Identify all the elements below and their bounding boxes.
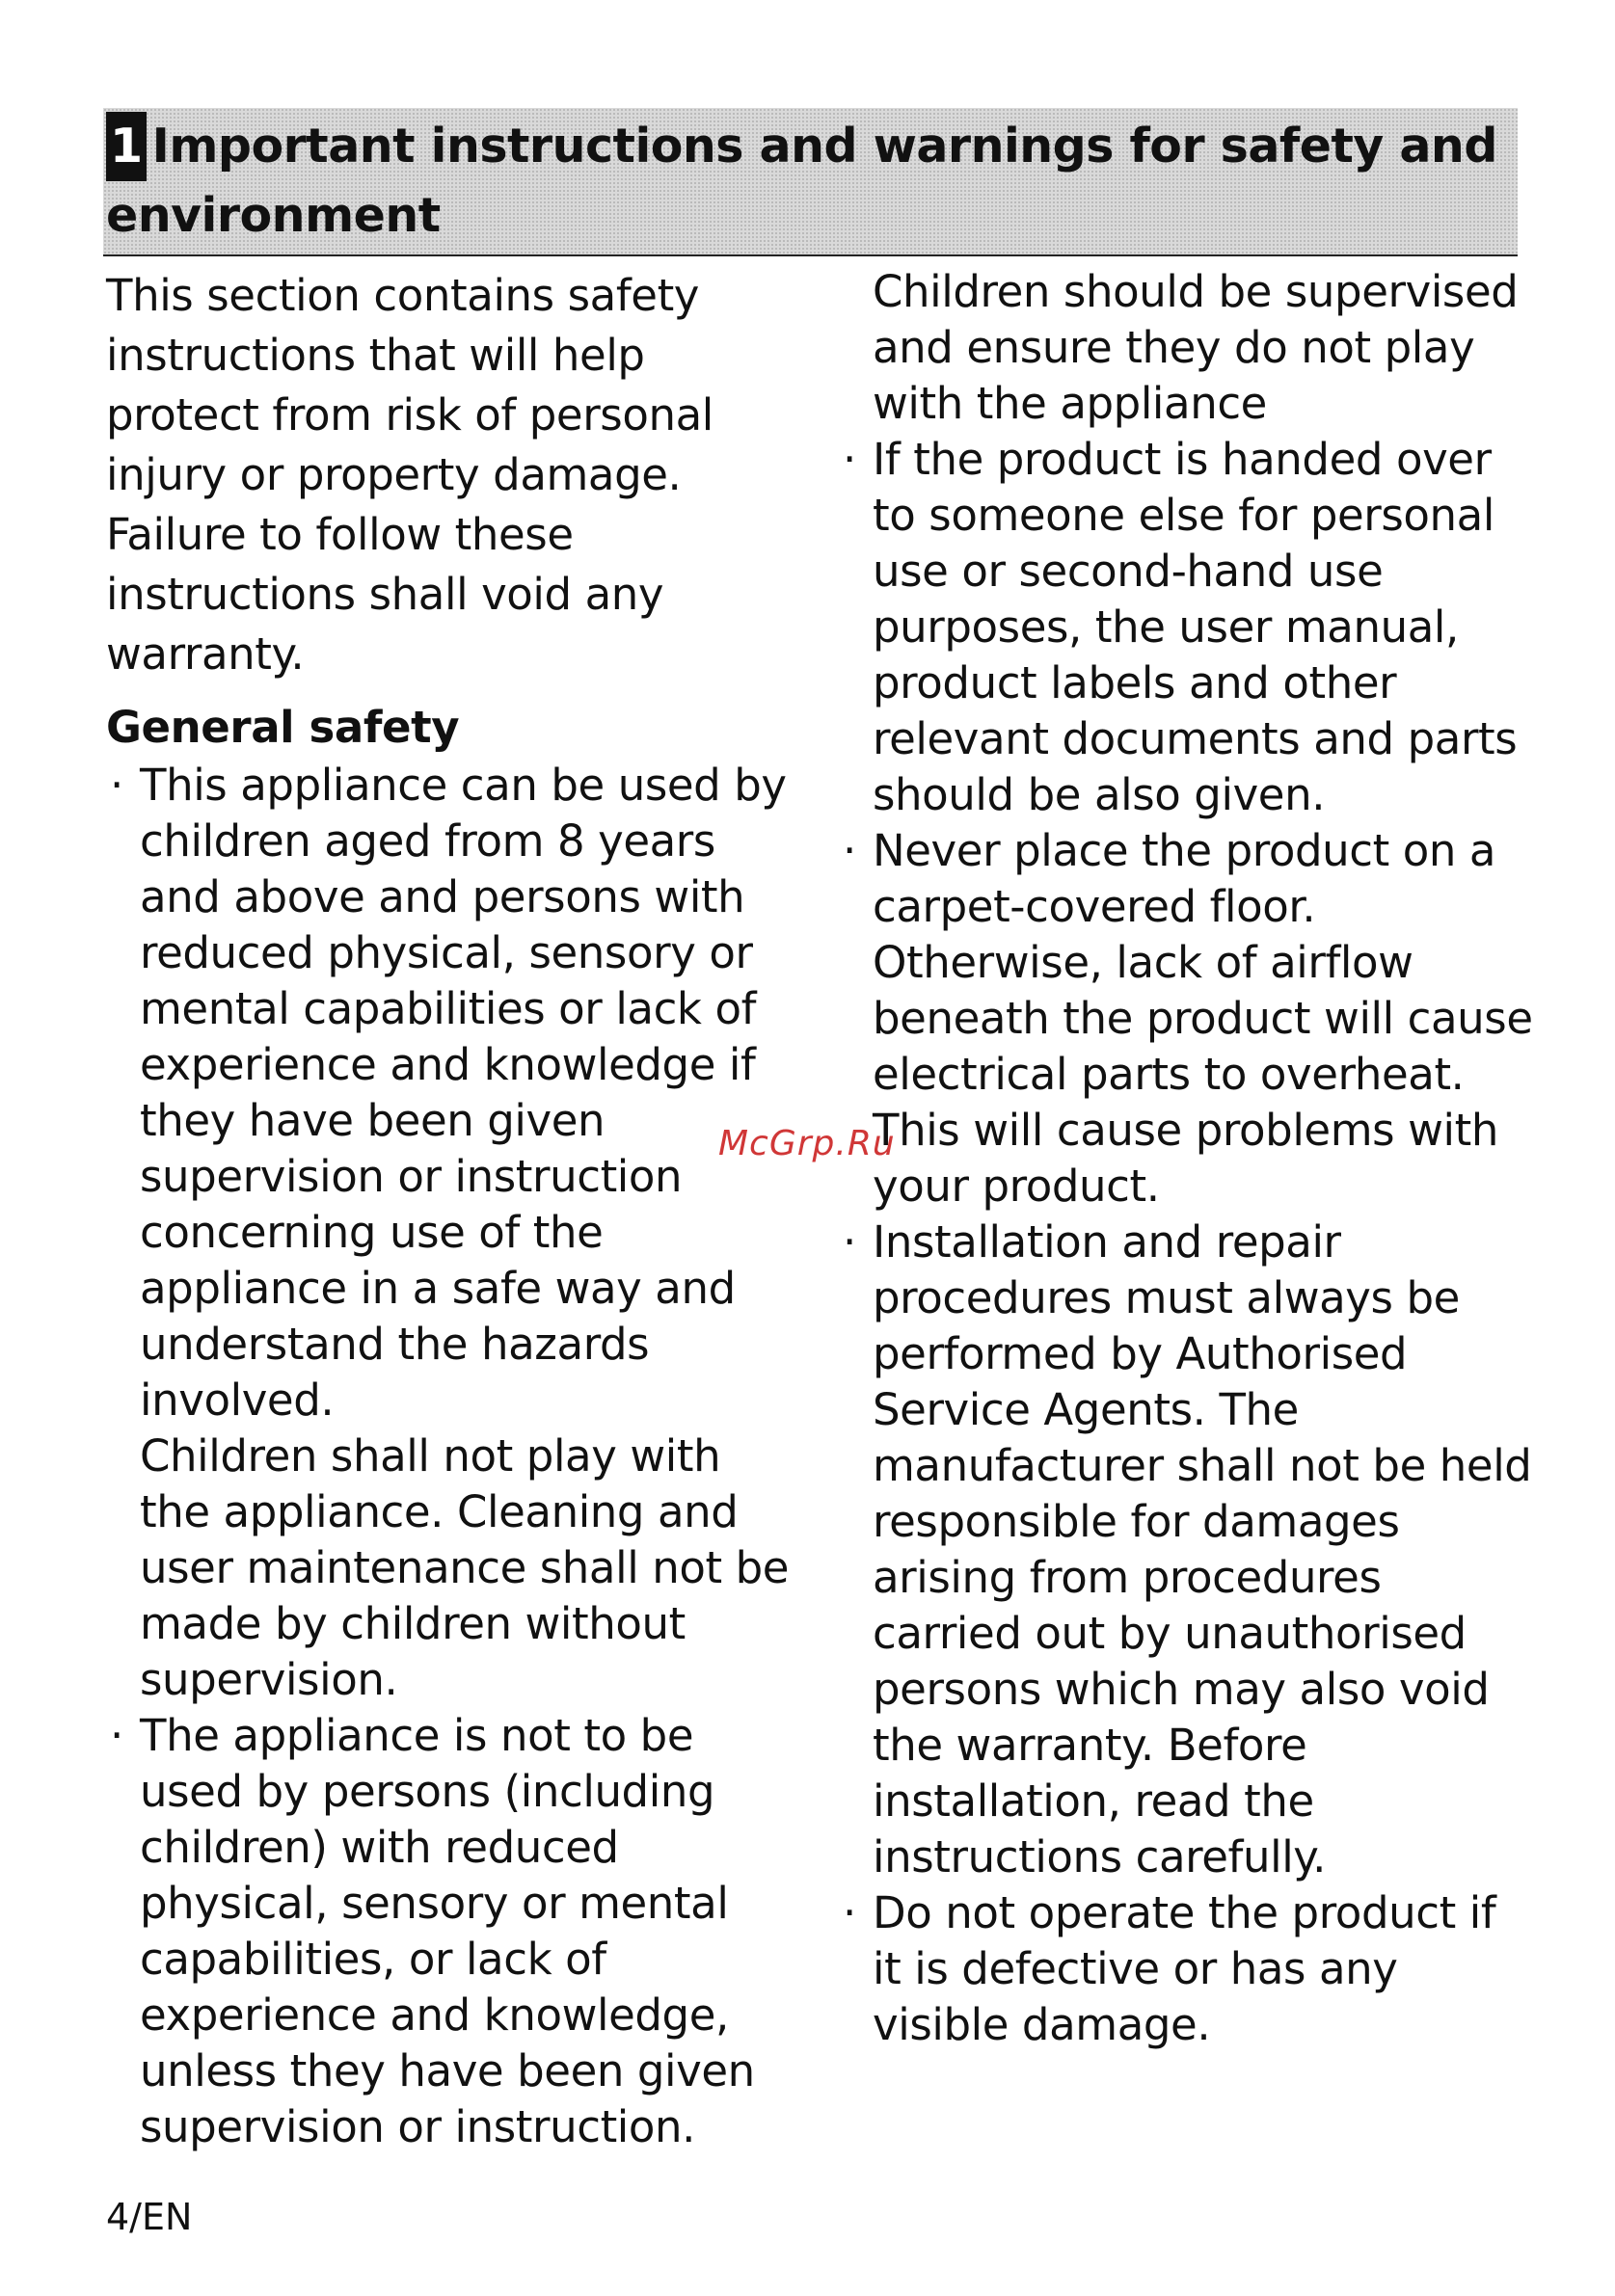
bullet-icon: ·	[843, 825, 856, 876]
bullet-icon: ·	[843, 434, 856, 485]
watermark: McGrp.Ru	[718, 1124, 896, 1163]
safety-bullet-list-left-2	[106, 1708, 800, 2155]
section-title	[106, 112, 1514, 251]
bullet-continuation: Children should be supervised and ensure they do not play with the appliance	[873, 266, 1519, 429]
bullet-icon: ·	[110, 760, 123, 811]
list-item	[839, 1885, 1533, 2053]
intro-paragraph: This section contains safety instructions that will help protect from risk of personal injury or property damage. Failure to follow these instructions shall void any warranty.	[106, 270, 713, 680]
list-item	[839, 432, 1533, 823]
safety-bullet-list-right	[839, 432, 1533, 2053]
list-item	[106, 758, 800, 1428]
page-number: 4/EN	[106, 2196, 193, 2238]
list-item	[839, 823, 1533, 1215]
bullet-text: The appliance is not to be used by persons (including children) with reduced physical, sensory or mental capabilities, or lack of experience and knowledge, unless they have been given supervision or instruction.	[140, 1710, 755, 2152]
safety-bullet-list-left	[106, 758, 800, 1428]
list-item	[839, 1215, 1533, 1885]
general-safety-heading: General safety	[106, 702, 460, 753]
bullet-icon: ·	[110, 1710, 123, 1761]
bullet-text: Installation and repair procedures must always be performed by Authorised Service Agents. The manufacturer shall not be held responsible for damages arising from procedures carried out by unauthorised persons which may also void the warranty. Before installation, read the instructions carefully.	[873, 1216, 1532, 1882]
section-title-text: Important instructions and warnings for safety and environment	[106, 119, 1497, 243]
bullet-text: This appliance can be used by children aged from 8 years and above and persons with reduced physical, sensory or mental capabilities or lack of experience and knowledge if they have been given supervision or instruction concerning use of the appliance in a safe way and understand the hazards involved.	[140, 760, 787, 1426]
bullet-icon: ·	[843, 1887, 856, 1938]
list-item	[106, 1708, 800, 2155]
right-column	[839, 264, 1533, 2053]
bullet-continuation: Children shall not play with the appliance. Cleaning and user maintenance shall not be made by children without supervision.	[140, 1430, 790, 1705]
bullet-icon: ·	[843, 1216, 856, 1268]
bullet-text: Do not operate the product if it is defective or has any visible damage.	[873, 1887, 1496, 2050]
left-column	[106, 266, 800, 2155]
bullet-text: If the product is handed over to someone else for personal use or second-hand use purposes, the user manual, product labels and other relevant documents and parts should be also given.	[873, 434, 1518, 820]
bullet-text: Never place the product on a carpet-covered floor. Otherwise, lack of airflow beneath the product will cause electrical parts to overheat. This will cause problems with your product.	[873, 825, 1533, 1212]
section-number: 1	[106, 112, 147, 181]
